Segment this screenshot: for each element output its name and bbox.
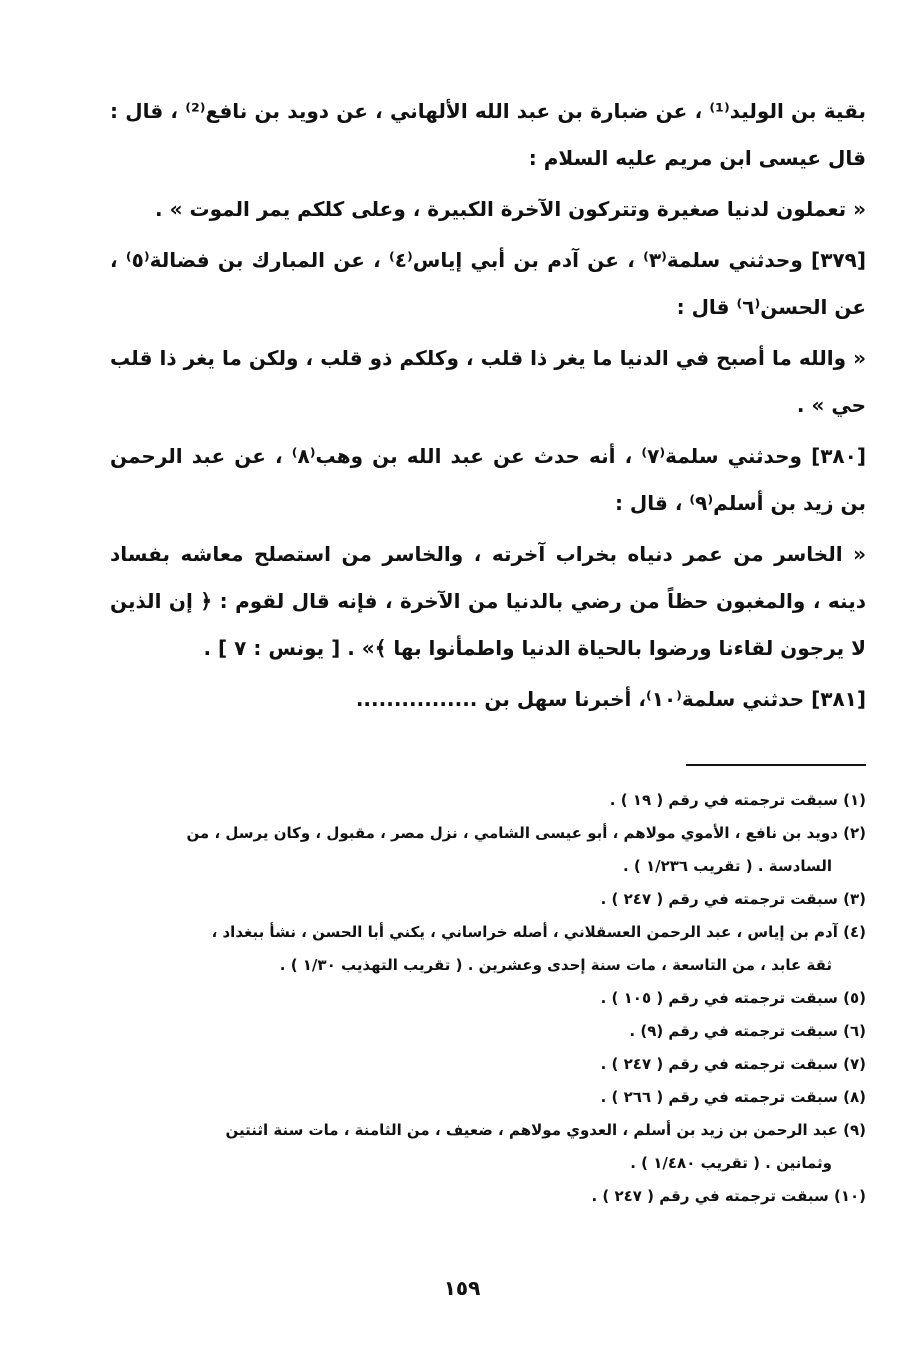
narration-381 — [110, 676, 866, 723]
footnote-8: (٨) سبقت ترجمته في رقم ( ٢٦٦ ) . — [600, 1088, 866, 1106]
footnote-2: (٢) دويد بن نافع ، الأموي مولاهم ، أبو عيسى الشامي ، نزل مصر ، مقبول ، وكان يرسل ، من السادسة . ( تقريب ١/٢٣٦ ) . — [186, 824, 866, 875]
narration-380: [٣٨٠] وحدثني سلمة⁽٧⁾ ، أنه حدث عن عبد الله بن وهب⁽٨⁾ ، عن عبد الرحمن بن زيد بن أسلم⁽٩⁾ ، قال : — [110, 444, 866, 515]
page-number: ١٥٩ — [443, 1276, 481, 1300]
quote-abdulrahman: « الخاسر من عمر دنياه بخراب آخرته ، والخاسر من استصلح معاشه بفساد دينه ، والمغبون حظاً من رضي بالدنيا من الآخرة ، فإنه قال لقوم : ﴿ إن الذين لا يرجون لقاءنا ورضوا بالحياة الدنيا واطمأنوا بها ﴾» . [ يونس : ٧ ] . — [110, 542, 866, 660]
footnote-divider — [686, 764, 866, 766]
footnote-10: (١٠) سبقت ترجمته في رقم ( ٢٤٧ ) . — [591, 1187, 866, 1205]
footnotes — [118, 784, 866, 1213]
main-text — [110, 88, 866, 723]
footnote-6: (٦) سبقت ترجمته في رقم (٩) . — [629, 1022, 866, 1040]
footnote-9: (٩) عبد الرحمن بن زيد بن أسلم ، العدوي مولاهم ، ضعيف ، من الثامنة ، مات سنة اثنتين وثمانين . ( تقريب ١/٤٨٠ ) . — [225, 1121, 866, 1172]
footnote-3: (٣) سبقت ترجمته في رقم ( ٢٤٧ ) . — [600, 890, 866, 908]
footnote-4: (٤) آدم بن إياس ، عبد الرحمن العسقلاني ، أصله خراساني ، يكني أبا الحسن ، نشأ ببغداد ، ثقة عابد ، من التاسعة ، مات سنة إحدى وعشرين . ( تقريب التهذيب ١/٣٠ ) . — [211, 923, 866, 974]
quote-isa: « تعملون لدنيا صغيرة وتتركون الآخرة الكبيرة ، وعلى كلكم يمر الموت » . — [155, 197, 866, 221]
narration-381-text: [٣٨١] حدثني سلمة⁽١٠⁾، أخبرنا سهل بن — [484, 687, 866, 711]
footnote-1: (١) سبقت ترجمته في رقم ( ١٩ ) . — [609, 791, 866, 809]
footnote-5: (٥) سبقت ترجمته في رقم ( ١٠٥ ) . — [600, 989, 866, 1007]
paragraph-intro: بقية بن الوليد⁽¹⁾ ، عن ضبارة بن عبد الله الألهاني ، عن دويد بن نافع⁽²⁾ ، قال : قال عيسى ابن مريم عليه السلام : — [110, 99, 866, 170]
quote-hasan: « والله ما أصبح في الدنيا ما يغر ذا قلب ، وكلكم ذو قلب ، ولكن ما يغر ذا قلب حي » . — [110, 346, 866, 417]
ellipsis-dots: ................ — [355, 687, 478, 711]
narration-379: [٣٧٩] وحدثني سلمة⁽٣⁾ ، عن آدم بن أبي إياس⁽٤⁾ ، عن المبارك بن فضالة⁽٥⁾ ، عن الحسن⁽٦⁾ قال : — [110, 248, 866, 319]
footnote-7: (٧) سبقت ترجمته في رقم ( ٢٤٧ ) . — [600, 1055, 866, 1073]
